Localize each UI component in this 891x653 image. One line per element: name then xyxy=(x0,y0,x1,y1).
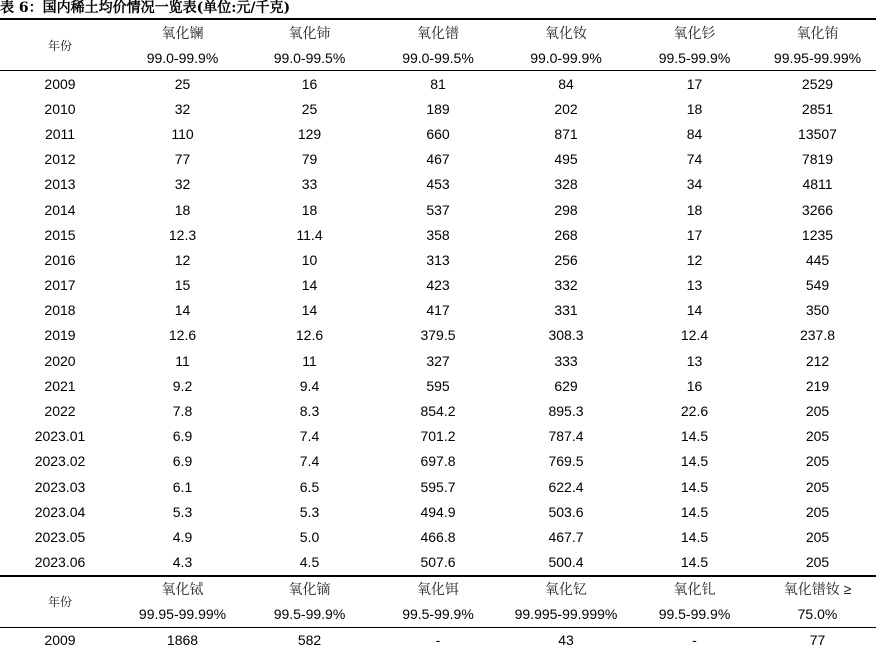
price-cell: 328 xyxy=(554,176,578,193)
purity-header: 99.95-99.99% xyxy=(773,49,862,66)
price-cell: 6.5 xyxy=(299,478,320,495)
purity-header-row xyxy=(0,602,876,628)
price-cell: 14.5 xyxy=(680,554,709,571)
price-cell: 417 xyxy=(426,302,450,319)
price-cell: 212 xyxy=(805,352,830,369)
purity-header: 99.0-99.9% xyxy=(530,49,602,66)
year-header: 年份 xyxy=(0,576,120,628)
price-cell: 189 xyxy=(426,100,450,117)
price-cell: 16 xyxy=(686,377,703,394)
price-cell: 871 xyxy=(554,125,578,142)
year-cell: 2022 xyxy=(44,403,76,420)
price-cell: 16 xyxy=(245,71,374,97)
price-cell: 467 xyxy=(426,151,450,168)
purity-header: 99.995-99.999% xyxy=(514,606,618,623)
oxide-header: 氧化镝 xyxy=(245,576,374,602)
price-cell: 14.5 xyxy=(680,503,709,520)
price-cell: 17 xyxy=(630,71,759,97)
year-cell: 2017 xyxy=(44,277,76,294)
price-cell: 32 xyxy=(174,100,191,117)
table-row xyxy=(0,273,876,298)
price-cell: 3266 xyxy=(801,201,834,218)
year-cell: 2014 xyxy=(44,201,76,218)
table-row xyxy=(0,348,876,373)
price-cell: 379.5 xyxy=(420,327,456,344)
price-cell: 14 xyxy=(301,277,318,294)
price-cell: 77 xyxy=(174,151,191,168)
year-cell: 2011 xyxy=(44,125,76,142)
table-row xyxy=(0,147,876,172)
price-cell: 423 xyxy=(426,277,450,294)
price-cell: 466.8 xyxy=(420,528,456,545)
oxide-header: 氧化镨 xyxy=(374,19,502,45)
price-cell: 22.6 xyxy=(680,403,709,420)
price-cell: - xyxy=(374,627,502,653)
price-cell: 79 xyxy=(301,151,318,168)
price-cell: 622.4 xyxy=(548,478,584,495)
price-cell: 25 xyxy=(301,100,318,117)
price-cell: 81 xyxy=(374,71,502,97)
price-cell: 7.4 xyxy=(299,453,320,470)
year-cell: 2010 xyxy=(44,100,76,117)
price-cell: 549 xyxy=(805,277,830,294)
price-cell: 7.8 xyxy=(172,403,193,420)
price-cell: 12 xyxy=(686,251,703,268)
price-rows xyxy=(0,627,876,653)
purity-header: 99.0-99.5% xyxy=(273,49,346,66)
oxide-header: 氧化铈 xyxy=(245,19,374,45)
purity-header: 99.5-99.9% xyxy=(273,606,346,623)
price-cell: 2851 xyxy=(801,100,834,117)
purity-header: 99.95-99.99% xyxy=(138,606,227,623)
year-cell: 2013 xyxy=(44,176,76,193)
price-cell: 12.4 xyxy=(680,327,709,344)
price-cell: 9.4 xyxy=(299,377,320,394)
price-cell: 18 xyxy=(686,100,703,117)
price-cell: 2529 xyxy=(759,71,876,97)
price-cell: 12.6 xyxy=(295,327,324,344)
price-cell: 854.2 xyxy=(420,403,456,420)
year-cell: 2023.02 xyxy=(34,453,86,470)
price-cell: 332 xyxy=(554,277,578,294)
price-cell: 1868 xyxy=(120,627,245,653)
price-cell: 268 xyxy=(554,226,578,243)
price-cell: 205 xyxy=(805,554,830,571)
price-cell: 895.3 xyxy=(548,403,584,420)
oxide-header-row xyxy=(0,576,876,602)
price-cell: 11 xyxy=(175,352,190,369)
price-cell: 205 xyxy=(805,428,830,445)
price-cell: 503.6 xyxy=(548,503,584,520)
price-cell: 14.5 xyxy=(680,478,709,495)
table-caption: 表 6：国内稀土均价情况一览表(单位:元/千克) xyxy=(0,0,291,16)
year-cell: 2012 xyxy=(44,151,76,168)
price-cell: 7.4 xyxy=(299,428,320,445)
price-cell: 77 xyxy=(759,627,876,653)
rare-earth-price-table xyxy=(0,18,876,653)
price-cell: 129 xyxy=(297,125,322,142)
price-cell: 110 xyxy=(171,125,194,142)
table-row xyxy=(0,298,876,323)
price-cell: 350 xyxy=(805,302,830,319)
price-cell: 5.3 xyxy=(299,503,320,520)
table-row xyxy=(0,550,876,576)
oxide-header: 氧化钐 xyxy=(630,19,759,45)
price-cell: 701.2 xyxy=(420,428,456,445)
year-cell: 2023.03 xyxy=(34,478,86,495)
year-cell: 2023.04 xyxy=(34,503,86,520)
price-cell: 313 xyxy=(426,251,450,268)
price-cell: 43 xyxy=(502,627,630,653)
price-cell: 4.5 xyxy=(299,554,320,571)
oxide-header: 氧化钕 xyxy=(502,19,630,45)
price-cell: 14 xyxy=(174,302,191,319)
price-rows xyxy=(0,71,876,576)
year-cell: 2023.05 xyxy=(34,528,86,545)
oxide-header: 氧化铕 xyxy=(759,19,876,45)
price-cell: 205 xyxy=(805,528,830,545)
price-cell: 629 xyxy=(554,377,578,394)
price-cell: 4811 xyxy=(802,176,833,193)
price-cell: 11.4 xyxy=(296,226,323,243)
oxide-header: 氧化铽 xyxy=(120,576,245,602)
price-cell: 74 xyxy=(686,151,703,168)
purity-header-row xyxy=(0,45,876,71)
oxide-header: 氧化镧 xyxy=(120,19,245,45)
year-cell: 2021 xyxy=(44,377,76,394)
year-cell: 2009 xyxy=(0,627,120,653)
price-cell: 25 xyxy=(120,71,245,97)
price-cell: 18 xyxy=(174,201,191,218)
price-cell: 13 xyxy=(686,277,703,294)
price-cell: 10 xyxy=(301,251,318,268)
table-row xyxy=(0,172,876,197)
price-cell: 8.3 xyxy=(299,403,320,420)
year-cell: 2020 xyxy=(44,352,76,369)
year-cell: 2009 xyxy=(0,71,120,97)
price-cell: 595 xyxy=(426,377,450,394)
oxide-header-row xyxy=(0,19,876,45)
price-cell: 787.4 xyxy=(548,428,584,445)
price-cell: 327 xyxy=(426,352,450,369)
price-cell: 13 xyxy=(686,352,703,369)
price-cell: 84 xyxy=(502,71,630,97)
price-cell: 17 xyxy=(686,226,703,243)
price-cell: 495 xyxy=(554,151,578,168)
price-cell: 4.9 xyxy=(172,528,193,545)
table-row xyxy=(0,449,876,474)
price-cell: 11 xyxy=(302,352,317,369)
price-cell: 494.9 xyxy=(420,503,456,520)
price-cell: 6.9 xyxy=(172,453,193,470)
price-cell: 507.6 xyxy=(420,554,456,571)
price-cell: 595.7 xyxy=(420,478,456,495)
price-cell: 13507 xyxy=(798,125,837,142)
price-cell: 697.8 xyxy=(420,453,456,470)
table-row xyxy=(0,398,876,423)
table-row xyxy=(0,197,876,222)
year-cell: 2016 xyxy=(44,251,76,268)
price-cell: 5.3 xyxy=(172,503,193,520)
year-cell: 2015 xyxy=(44,226,76,243)
price-cell: 205 xyxy=(805,478,830,495)
price-cell: 12.6 xyxy=(168,327,197,344)
price-cell: 14 xyxy=(686,302,703,319)
price-cell: 237.8 xyxy=(799,327,836,344)
price-cell: 12.3 xyxy=(168,226,197,243)
table-row xyxy=(0,424,876,449)
table-row xyxy=(0,247,876,272)
purity-header: 75.0% xyxy=(797,606,838,623)
price-cell: 333 xyxy=(554,352,578,369)
price-cell: 537 xyxy=(426,201,450,218)
price-cell: 32 xyxy=(174,176,191,193)
table-row xyxy=(0,222,876,247)
price-cell: 6.9 xyxy=(172,428,193,445)
price-cell: 14.5 xyxy=(680,428,709,445)
table-row xyxy=(0,121,876,146)
table-row xyxy=(0,323,876,348)
price-cell: 15 xyxy=(174,277,191,294)
year-cell: 2018 xyxy=(44,302,76,319)
purity-header: 99.5-99.9% xyxy=(658,49,731,66)
second-header xyxy=(0,576,876,628)
price-cell: 453 xyxy=(426,176,450,193)
price-cell: 18 xyxy=(301,201,318,218)
price-cell: 582 xyxy=(245,627,374,653)
table-row xyxy=(0,71,876,97)
year-cell: 2023.01 xyxy=(34,428,86,445)
oxide-header: 氧化镨钕 ≥ xyxy=(759,576,876,602)
price-cell: 331 xyxy=(554,302,578,319)
price-cell: 6.1 xyxy=(172,478,193,495)
table-row xyxy=(0,627,876,653)
table-row xyxy=(0,524,876,549)
year-header: 年份 xyxy=(0,19,120,71)
price-cell: 14 xyxy=(301,302,318,319)
price-cell: 34 xyxy=(686,176,703,193)
price-cell: 308.3 xyxy=(548,327,584,344)
price-cell: 467.7 xyxy=(548,528,584,545)
price-cell: 14.5 xyxy=(680,528,709,545)
price-cell: 358 xyxy=(426,226,450,243)
price-cell: 660 xyxy=(426,125,450,142)
oxide-header: 氧化钇 xyxy=(502,576,630,602)
price-cell: 205 xyxy=(805,503,830,520)
price-cell: 4.3 xyxy=(172,554,193,571)
price-cell: 202 xyxy=(554,100,578,117)
purity-header: 99.5-99.9% xyxy=(402,606,474,623)
price-cell: 12 xyxy=(174,251,191,268)
oxide-header: 氧化钆 xyxy=(630,576,759,602)
purity-header: 99.5-99.9% xyxy=(658,606,731,623)
table-row xyxy=(0,373,876,398)
price-cell: 9.2 xyxy=(172,377,193,394)
table-row xyxy=(0,96,876,121)
price-cell: 219 xyxy=(805,377,830,394)
price-cell: 7819 xyxy=(801,151,834,168)
price-cell: 84 xyxy=(686,125,703,142)
price-cell: 18 xyxy=(686,201,703,218)
price-cell: 500.4 xyxy=(548,554,584,571)
table-row xyxy=(0,499,876,524)
purity-header: 99.0-99.9% xyxy=(146,49,219,66)
price-cell: 205 xyxy=(805,453,830,470)
price-cell: 298 xyxy=(554,201,578,218)
table-row xyxy=(0,474,876,499)
price-cell: 256 xyxy=(554,251,578,268)
price-cell: 769.5 xyxy=(548,453,584,470)
purity-header: 99.0-99.5% xyxy=(402,49,474,66)
oxide-header: 氧化铒 xyxy=(374,576,502,602)
price-cell: 1235 xyxy=(801,226,834,243)
year-cell: 2019 xyxy=(44,327,76,344)
price-cell: 33 xyxy=(301,176,318,193)
price-cell: 5.0 xyxy=(299,528,320,545)
year-cell: 2023.06 xyxy=(34,554,86,571)
price-cell: 14.5 xyxy=(680,453,709,470)
price-cell: 205 xyxy=(805,403,830,420)
price-cell: 445 xyxy=(805,251,830,268)
price-cell: - xyxy=(630,627,759,653)
